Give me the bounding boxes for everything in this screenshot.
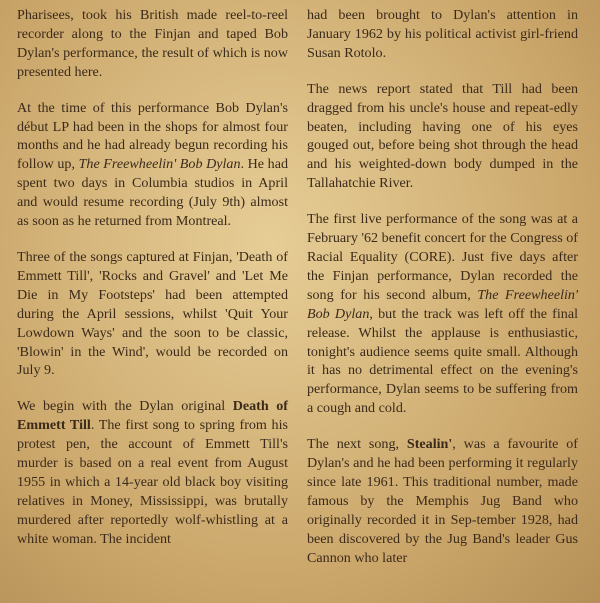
song-title: Death of Emmett Till <box>17 398 289 434</box>
paragraph-text: The news report stated that Till had been dragged from his uncle's house and repeat-edly beaten, including having one of his eyes gouged out, before being shot through the head and his weighted-down body dumped in the Tallahatchie River. <box>307 80 578 192</box>
paragraph <box>17 397 288 548</box>
right-column <box>307 6 578 584</box>
left-column <box>17 6 288 566</box>
paragraph-text: The next song, <box>307 436 407 453</box>
album-title: The Freewheelin' Bob Dylan <box>78 156 241 173</box>
paragraph <box>17 6 288 82</box>
paragraph-text: . The first song to spring from his protest pen, the account of Emmett Till's murder is based on a real event from August 1955 in which a 14-year old black boy visiting relatives in Money, Mississippi, was brutally murdered after reportedly wolf-whistling at a white woman. The incident <box>17 417 288 547</box>
paragraph-text: The first live performance of the song was at a February '62 benefit concert for the Congress of Racial Equality (CORE). Just five days after the Finjan performance, Dylan recorded the song for his second album, <box>307 211 578 303</box>
paragraph-text: Pharisees, took his British made reel-to-reel recorder along to the Finjan and taped Bob Dylan's performance, the result of which is now presented here. <box>17 7 288 80</box>
album-title: The Freewheelin' Bob Dylan <box>307 286 578 322</box>
paragraph <box>307 6 578 63</box>
paragraph-text: We begin with the Dylan original <box>17 398 233 415</box>
paragraph-text: , was a favourite of Dylan's and he had been performing it regularly since late 1961. This traditional number, made famous by the Memphis Jug Band who originally recorded it in Sep-tember 1928, had been discovered by the Jug Band's leader Gus Cannon who later <box>307 436 578 566</box>
paragraph <box>17 99 288 231</box>
paragraph-text: , but the track was left off the final release. Whilst the applause is enthusiastic, tonight's audience seems quite small. Although it has no detrimental effect on the evening's performance, Dylan seems to be suffering from a cough and cold. <box>307 305 578 417</box>
paragraph-text: At the time of this performance Bob Dylan's début LP had been in the shops for almost four months and he had already begun recording his follow up, <box>17 99 288 173</box>
paragraph <box>307 435 578 567</box>
paragraph-text: had been brought to Dylan's attention in January 1962 by his political activist girl-friend Susan Rotolo. <box>307 7 578 61</box>
paragraph-text: Three of the songs captured at Finjan, 'Death of Emmett Till', 'Rocks and Gravel' and 'Let Me Die in My Footsteps' had been attempted during the April sessions, whilst 'Quit Your Lowdown Ways' and the soon to be classic, 'Blowin' in the Wind', would be recorded on July 9. <box>17 248 288 379</box>
song-title: Stealin' <box>406 436 453 453</box>
paragraph <box>17 248 288 380</box>
paragraph-text: . He had spent two days in Columbia studios in April and would resume recording (July 9th) almost as soon as he returned from Montreal. <box>17 156 288 230</box>
paragraph <box>307 80 578 193</box>
paragraph <box>307 210 578 418</box>
